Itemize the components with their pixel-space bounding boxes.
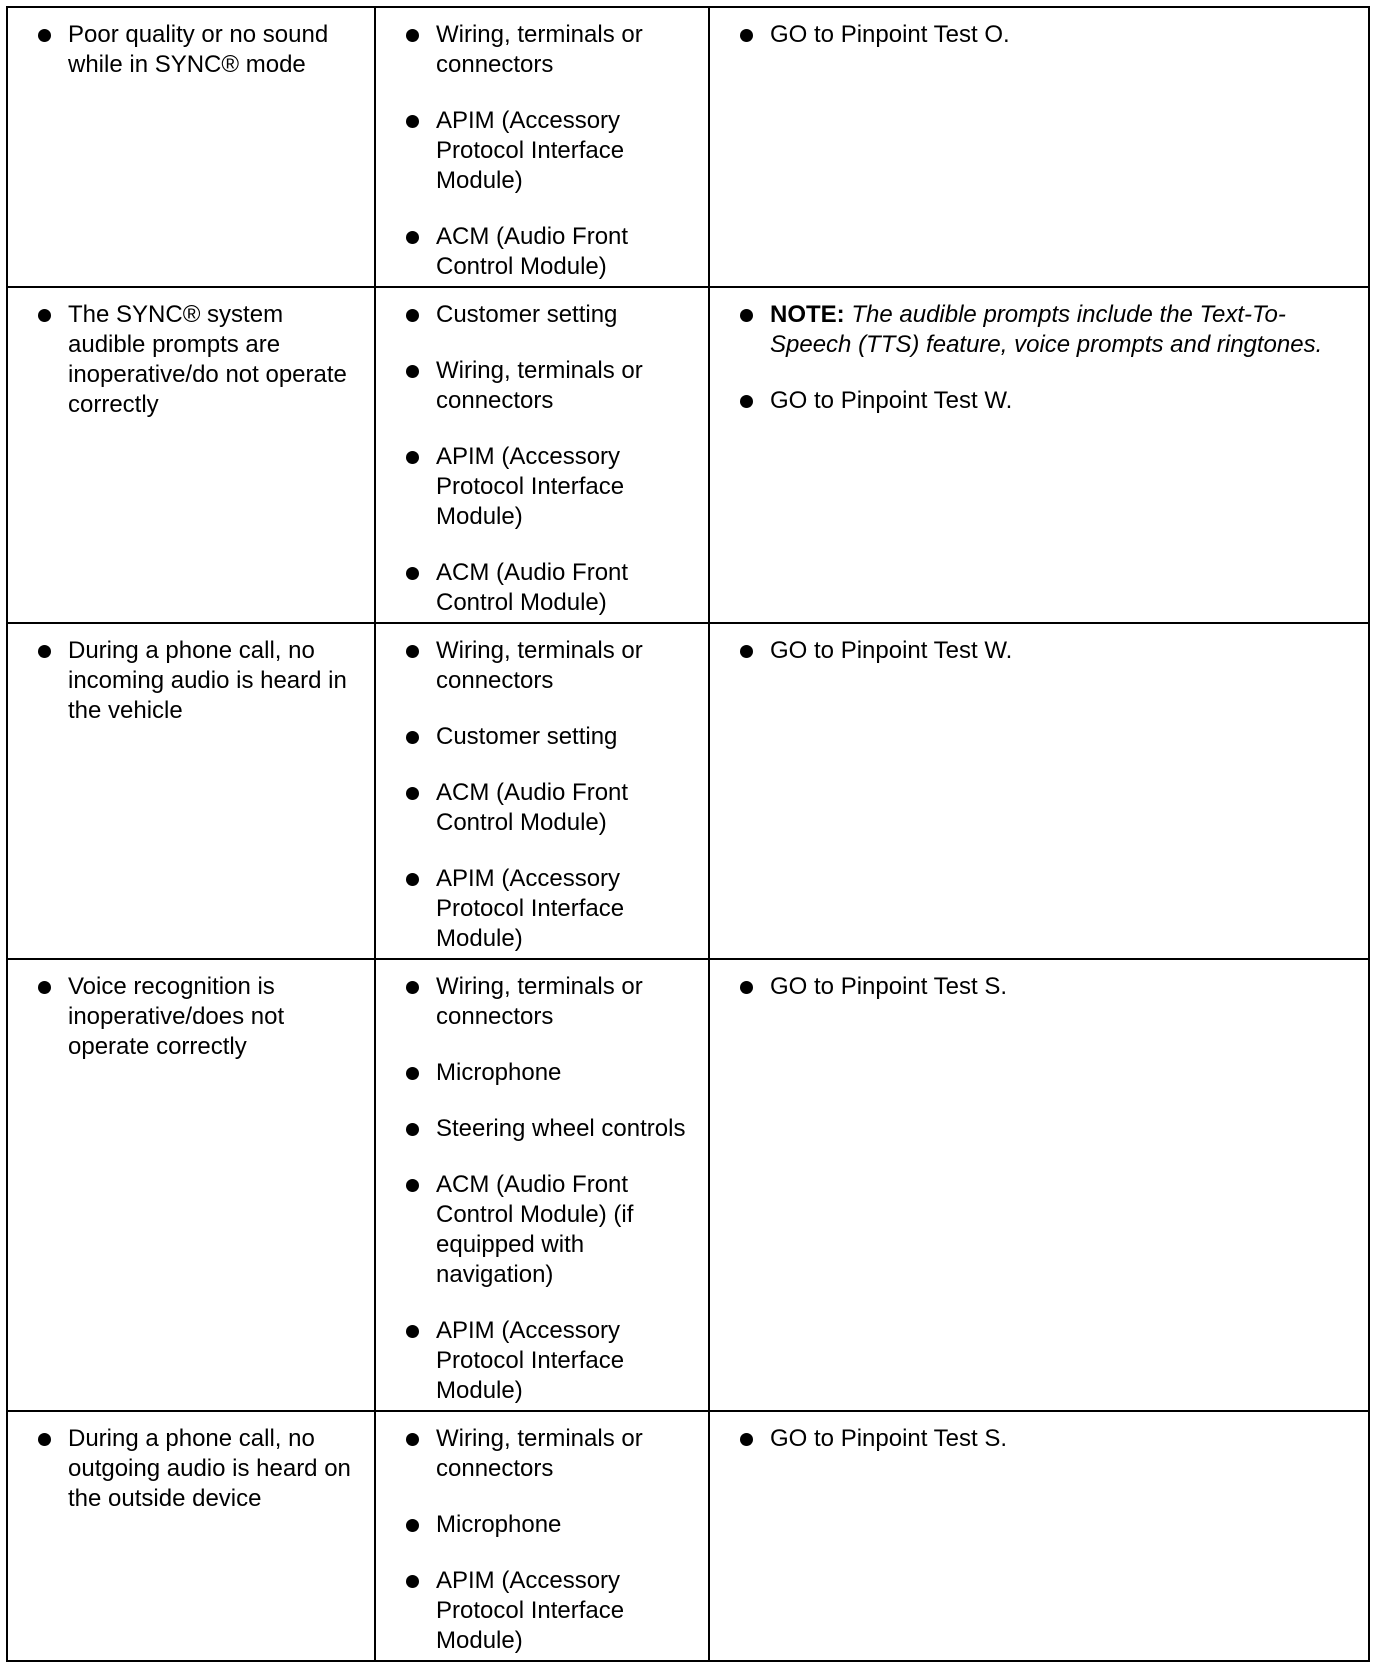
- table-row: [7, 1411, 1369, 1661]
- bullet-icon: [406, 1433, 419, 1446]
- bullet-icon: [406, 309, 419, 322]
- bullet-icon: [740, 645, 753, 658]
- action-text: GO to Pinpoint Test S.: [770, 973, 1008, 1000]
- list-item: [390, 1510, 694, 1540]
- list-item: [390, 722, 694, 752]
- bullet-icon: [406, 1575, 419, 1588]
- cause-text: Wiring, terminals or connectors: [436, 973, 643, 1030]
- cause-text: ACM (Audio Front Control Module): [436, 779, 629, 836]
- condition-cell: [7, 959, 375, 1411]
- bullet-icon: [406, 365, 419, 378]
- cause-text: ACM (Audio Front Control Module) (if equipped with navigation): [436, 1171, 634, 1288]
- cause-cell: [375, 623, 709, 959]
- cause-text: APIM (Accessory Protocol Interface Module): [436, 865, 625, 952]
- cause-text: ACM (Audio Front Control Module): [436, 223, 629, 280]
- list-item: [724, 1424, 1354, 1454]
- cause-text: APIM (Accessory Protocol Interface Module): [436, 443, 625, 530]
- cause-cell: [375, 287, 709, 623]
- bullet-icon: [406, 981, 419, 994]
- action-text: GO to Pinpoint Test W.: [770, 637, 1013, 664]
- list-item: [22, 636, 360, 726]
- bullet-icon: [406, 231, 419, 244]
- list-item: [390, 864, 694, 954]
- condition-cell: [7, 623, 375, 959]
- bullet-icon: [406, 787, 419, 800]
- action-cell: [709, 287, 1369, 623]
- list-item: [390, 636, 694, 696]
- bullet-icon: [406, 29, 419, 42]
- cause-text: Microphone: [436, 1059, 562, 1086]
- action-cell: [709, 959, 1369, 1411]
- bullet-icon: [406, 645, 419, 658]
- list-item: [22, 20, 360, 80]
- cause-cell: [375, 1411, 709, 1661]
- list-item: [724, 386, 1354, 416]
- bullet-icon: [38, 29, 51, 42]
- condition-text: During a phone call, no outgoing audio is heard on the outside device: [68, 1425, 351, 1512]
- list-item: [724, 972, 1354, 1002]
- condition-text: During a phone call, no incoming audio is heard in the vehicle: [68, 637, 347, 724]
- note-label: NOTE:: [770, 301, 845, 328]
- bullet-icon: [740, 29, 753, 42]
- cause-text: APIM (Accessory Protocol Interface Module): [436, 107, 625, 194]
- condition-cell: [7, 287, 375, 623]
- list-item: [390, 106, 694, 196]
- note-item: [724, 300, 1354, 360]
- table-row: [7, 7, 1369, 287]
- list-item: [390, 1566, 694, 1656]
- bullet-icon: [406, 731, 419, 744]
- condition-text: The SYNC® system audible prompts are inoperative/do not operate correctly: [68, 301, 347, 418]
- list-item: [390, 1114, 694, 1144]
- cause-text: Wiring, terminals or connectors: [436, 1425, 643, 1482]
- bullet-icon: [740, 1433, 753, 1446]
- action-cell: [709, 7, 1369, 287]
- bullet-icon: [406, 115, 419, 128]
- list-item: [724, 636, 1354, 666]
- bullet-icon: [406, 1179, 419, 1192]
- bullet-icon: [406, 1123, 419, 1136]
- bullet-icon: [406, 873, 419, 886]
- list-item: [390, 1424, 694, 1484]
- cause-cell: [375, 7, 709, 287]
- cause-text: APIM (Accessory Protocol Interface Module): [436, 1317, 625, 1404]
- bullet-icon: [406, 1325, 419, 1338]
- bullet-icon: [406, 1067, 419, 1080]
- list-item: [390, 222, 694, 282]
- bullet-icon: [38, 981, 51, 994]
- cause-text: Customer setting: [436, 723, 618, 750]
- bullet-icon: [406, 1519, 419, 1532]
- bullet-icon: [740, 309, 753, 322]
- table-row: [7, 287, 1369, 623]
- condition-cell: [7, 7, 375, 287]
- list-item: [390, 356, 694, 416]
- cause-text: Customer setting: [436, 301, 618, 328]
- list-item: [390, 1170, 694, 1290]
- list-item: [390, 442, 694, 532]
- action-cell: [709, 623, 1369, 959]
- cause-text: Microphone: [436, 1511, 562, 1538]
- bullet-icon: [38, 309, 51, 322]
- list-item: [22, 972, 360, 1062]
- list-item: [390, 1316, 694, 1406]
- list-item: [390, 972, 694, 1032]
- list-item: [724, 20, 1354, 50]
- cause-text: APIM (Accessory Protocol Interface Module): [436, 1567, 625, 1654]
- bullet-icon: [740, 981, 753, 994]
- bullet-icon: [38, 1433, 51, 1446]
- condition-text: Poor quality or no sound while in SYNC® mode: [68, 21, 329, 78]
- bullet-icon: [38, 645, 51, 658]
- cause-text: Wiring, terminals or connectors: [436, 637, 643, 694]
- cause-text: ACM (Audio Front Control Module): [436, 559, 629, 616]
- cause-text: Wiring, terminals or connectors: [436, 21, 643, 78]
- bullet-icon: [740, 395, 753, 408]
- table-row: [7, 959, 1369, 1411]
- list-item: [390, 558, 694, 618]
- condition-cell: [7, 1411, 375, 1661]
- list-item: [390, 778, 694, 838]
- list-item: [390, 20, 694, 80]
- action-text: GO to Pinpoint Test O.: [770, 21, 1010, 48]
- cause-text: Steering wheel controls: [436, 1115, 686, 1142]
- condition-text: Voice recognition is inoperative/does not operate correctly: [68, 973, 285, 1060]
- action-text: GO to Pinpoint Test W.: [770, 387, 1013, 414]
- cause-cell: [375, 959, 709, 1411]
- bullet-icon: [406, 567, 419, 580]
- list-item: [22, 1424, 360, 1514]
- cause-text: Wiring, terminals or connectors: [436, 357, 643, 414]
- list-item: [22, 300, 360, 420]
- symptom-chart-table: [6, 6, 1370, 1662]
- list-item: [390, 300, 694, 330]
- action-text: GO to Pinpoint Test S.: [770, 1425, 1008, 1452]
- bullet-icon: [406, 451, 419, 464]
- action-cell: [709, 1411, 1369, 1661]
- list-item: [390, 1058, 694, 1088]
- table-row: [7, 623, 1369, 959]
- note-text: The audible prompts include the Text-To-Speech (TTS) feature, voice prompts and ringtones.: [770, 301, 1323, 358]
